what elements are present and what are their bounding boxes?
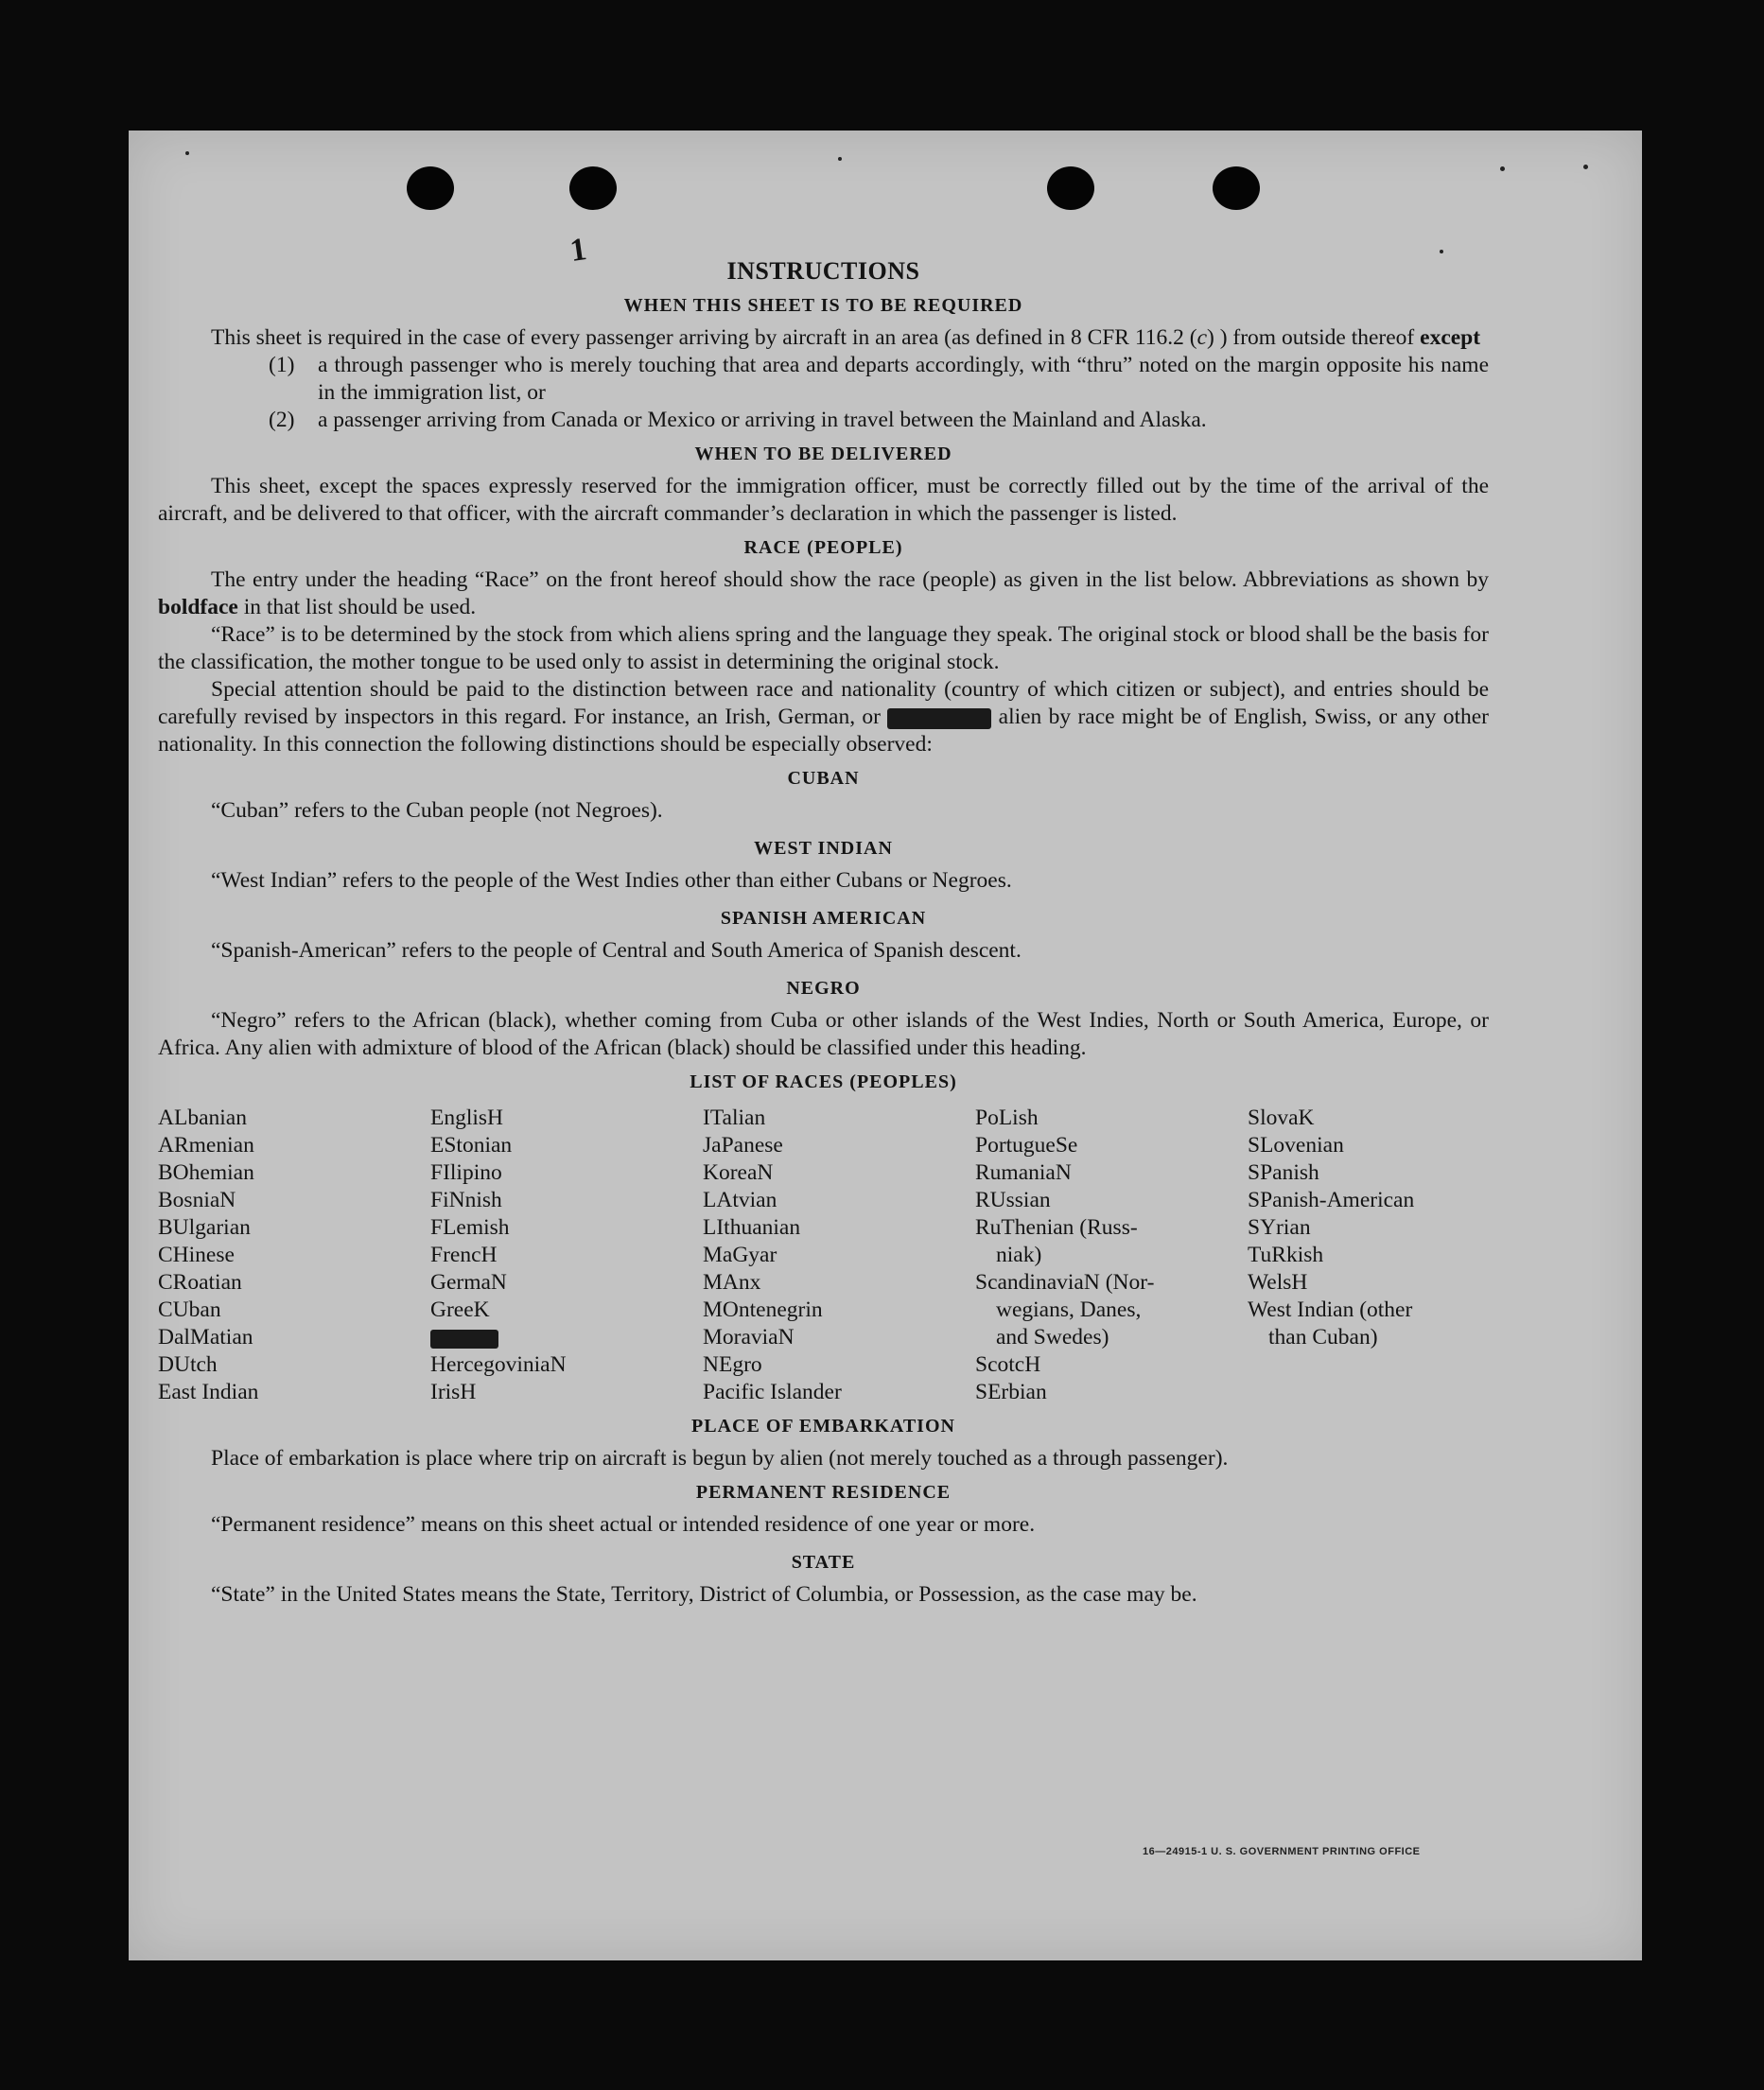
punch-hole <box>407 166 454 210</box>
race-item: LAtvian <box>703 1188 777 1212</box>
race-item: BUlgarian <box>158 1215 251 1240</box>
punch-hole <box>1213 166 1260 210</box>
race-item: CRoatian <box>158 1270 242 1295</box>
race-text-2: “Race” is to be determined by the stock from which aliens spring and the language they speak. The original stock or blood shall be the basis for the classification, the mother tongue to be used only to assist in determining the original stock. <box>158 622 1489 674</box>
race-item: SPanish-American <box>1248 1188 1415 1212</box>
instructions-content <box>158 257 1489 1609</box>
race-item: FLemish <box>430 1215 510 1240</box>
races-column <box>703 1105 975 1406</box>
race-item: MaGyar <box>703 1243 777 1267</box>
heading-embarkation: PLACE OF EMBARKATION <box>691 1416 955 1437</box>
race-item: East Indian <box>158 1380 259 1404</box>
race-item: SLovenian <box>1248 1133 1344 1158</box>
race-item: IrisH <box>430 1380 477 1404</box>
race-item: West Indian (other <box>1248 1298 1413 1322</box>
heading-spanish-american: SPANISH AMERICAN <box>720 908 927 929</box>
race-item: Pacific Islander <box>703 1380 842 1404</box>
punch-hole <box>1047 166 1094 210</box>
race-item: DUtch <box>158 1352 218 1377</box>
when-delivered-text: This sheet, except the spaces expressly reserved for the immigration officer, must be correctly filled out by the time of the arrival of the aircraft, and be delivered to that officer, with the aircraft commander’s declaration in which the passenger is listed. <box>158 474 1489 526</box>
race-item: ARmenian <box>158 1133 254 1158</box>
race-item: BOhemian <box>158 1160 254 1185</box>
race-item: HercegoviniaN <box>430 1352 567 1377</box>
exception-item: (1) a through passenger who is merely touching that area and departs accordingly, with “thru” noted on the margin opposite his name in the immigration list, or <box>269 353 1489 405</box>
heading-west-indian: WEST INDIAN <box>754 838 893 859</box>
race-item: CUban <box>158 1298 221 1322</box>
race-item: JaPanese <box>703 1133 783 1158</box>
race-item: RUssian <box>975 1188 1051 1212</box>
race-item: SErbian <box>975 1380 1047 1404</box>
west-indian-text: “West Indian” refers to the people of the West Indies other than either Cubans or Negroes. <box>211 868 1012 893</box>
page-title: INSTRUCTIONS <box>726 257 920 285</box>
race-item: FIlipino <box>430 1160 502 1185</box>
races-column <box>158 1105 430 1406</box>
speck <box>1583 165 1588 169</box>
speck <box>838 157 842 161</box>
spanish-american-text: “Spanish-American” refers to the people of Central and South America of Spanish descent. <box>211 938 1022 963</box>
negro-text: “Negro” refers to the African (black), whether coming from Cuba or other islands of the West Indies, North or South America, Europe, or Africa. Any alien with admixture of blood of the African (black) should be classified under this heading. <box>158 1008 1489 1060</box>
heading-cuban: CUBAN <box>787 768 860 789</box>
race-item: LIthuanian <box>703 1215 801 1240</box>
printing-office-code: 16—24915-1 U. S. GOVERNMENT PRINTING OFFICE <box>1143 1846 1421 1857</box>
speck <box>185 151 189 155</box>
embarkation-text: Place of embarkation is place where trip on aircraft is begun by alien (not merely touched as a through passenger). <box>211 1446 1229 1471</box>
race-item: GermaN <box>430 1270 507 1295</box>
race-item: niak) <box>996 1243 1042 1267</box>
race-item: ITalian <box>703 1106 766 1130</box>
cuban-text: “Cuban” refers to the Cuban people (not Negroes). <box>211 798 663 823</box>
heading-state: STATE <box>791 1552 856 1573</box>
residence-text: “Permanent residence” means on this sheet actual or intended residence of one year or more. <box>211 1512 1036 1537</box>
race-item: RuThenian (Russ- <box>975 1215 1138 1240</box>
race-item: TuRkish <box>1248 1243 1324 1267</box>
exception-item: (2) a passenger arriving from Canada or Mexico or arriving in travel between the Mainland and Alaska. <box>269 408 1207 432</box>
speck <box>1500 166 1505 171</box>
race-item: NEgro <box>703 1352 762 1377</box>
races-column <box>430 1105 703 1406</box>
races-column <box>1248 1105 1489 1406</box>
race-item: wegians, Danes, <box>996 1298 1142 1322</box>
race-item: DalMatian <box>158 1325 253 1350</box>
race-item: MAnx <box>703 1270 761 1295</box>
race-item: RumaniaN <box>975 1160 1072 1185</box>
heading-list-of-races: LIST OF RACES (PEOPLES) <box>690 1071 957 1092</box>
race-item: SPanish <box>1248 1160 1319 1185</box>
race-item: ALbanian <box>158 1106 247 1130</box>
race-item: EStonian <box>430 1133 513 1158</box>
race-item: ScandinaviaN (Nor- <box>975 1270 1155 1295</box>
heading-race: RACE (PEOPLE) <box>743 537 903 558</box>
race-item: BosniaN <box>158 1188 236 1212</box>
heading-when-required: WHEN THIS SHEET IS TO BE REQUIRED <box>623 295 1023 316</box>
races-list <box>158 1105 1489 1406</box>
race-item: FiNnish <box>430 1188 502 1212</box>
race-item: CHinese <box>158 1243 235 1267</box>
race-item: SlovaK <box>1248 1106 1315 1130</box>
race-item: MoraviaN <box>703 1325 795 1350</box>
heading-negro: NEGRO <box>786 978 861 999</box>
when-required-text: This sheet is required in the case of every passenger arriving by aircraft in an area (as defined in 8 CFR 116.2 (c) ) from outside thereof except <box>211 325 1481 350</box>
race-item-redacted <box>430 1324 703 1351</box>
heading-residence: PERMANENT RESIDENCE <box>695 1482 952 1503</box>
race-item: PortugueSe <box>975 1133 1078 1158</box>
race-item: ScotcH <box>975 1352 1041 1377</box>
race-item: GreeK <box>430 1298 490 1322</box>
redaction-mark <box>430 1330 498 1349</box>
heading-when-delivered: WHEN TO BE DELIVERED <box>694 444 952 464</box>
race-item: WelsH <box>1248 1270 1308 1295</box>
race-item: SYrian <box>1248 1215 1311 1240</box>
race-item: PoLish <box>975 1106 1039 1130</box>
race-item: EnglisH <box>430 1106 504 1130</box>
race-item: than Cuban) <box>1268 1325 1378 1350</box>
speck <box>1440 250 1443 253</box>
races-column <box>975 1105 1248 1406</box>
race-item: MOntenegrin <box>703 1298 823 1322</box>
punch-hole <box>569 166 617 210</box>
state-text: “State” in the United States means the State, Territory, District of Columbia, or Possession, as the case may be. <box>211 1582 1197 1607</box>
race-item: KoreaN <box>703 1160 774 1185</box>
handwritten-mark: 1 <box>568 232 589 270</box>
redaction-mark <box>887 708 991 729</box>
race-item: FrencH <box>430 1243 498 1267</box>
race-text-1: The entry under the heading “Race” on the front hereof should show the race (people) as given in the list below. Abbreviations as shown by boldface in that list should be used. <box>158 567 1489 619</box>
race-text-3: Special attention should be paid to the distinction between race and nationality (country of which citizen or subject), and entries should be carefully revised by inspectors in this regard. For instance, an Irish, German, or alien by race might be of English, Swiss, or any other nationality. In this connection the following distinctions should be especially observed: <box>158 677 1489 757</box>
race-item: and Swedes) <box>996 1325 1109 1350</box>
